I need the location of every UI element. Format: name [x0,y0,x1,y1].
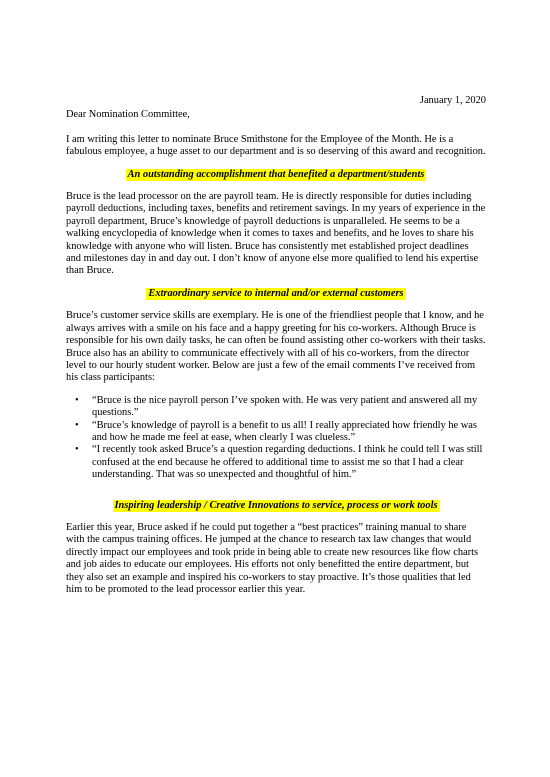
section-heading-leadership-wrap [66,500,486,512]
section-heading-leadership: Inspiring leadership / Creative Innovations to service, process or work tools [114,499,438,511]
intro-paragraph: I am writing this letter to nominate Bruce Smithstone for the Employee of the Month. He is a fabulous employee, a huge asset to our department and is so deserving of this award and recognition. [66,133,486,158]
comment-text: “Bruce is the nice payroll person I’ve spoken with. He was very patient and answered all my questions.” [92,394,478,419]
list-item [66,444,486,481]
bullet-icon: • [75,394,79,406]
comments-list [66,395,486,482]
bullet-icon: • [75,444,79,456]
list-item [66,420,486,445]
salutation: Dear Nomination Committee, [66,109,190,121]
letter-date: January 1, 2020 [419,95,486,106]
leadership-paragraph: Earlier this year, Bruce asked if he could put together a “best practices” training manual to share with the campus training offices. He jumped at the chance to research tax law changes that would directly impact our employees and took pride in being able to create new resources like flow charts and job aides to educate our employees. His efforts not only benefitted the entire department, but they also set an example and inspired his co-workers to stay proactive. It’s those qualities that led him to be promoted to the lead processor earlier this year. [66,521,479,595]
section-heading-accomplishment-wrap [66,169,486,181]
comment-text: “Bruce’s knowledge of payroll is a benefit to us all! I really appreciated how friendly he was and how he made me feel at ease, when clearly I was clueless.” [92,419,477,443]
section-heading-service-wrap [66,288,486,300]
accomplishment-paragraph: Bruce is the lead processor on the are payroll team. He is directly responsible for duties including payroll deductions, including taxes, benefits and retirement savings. In my years of experience in the payroll department, Bruce’s knowledge of payroll deductions is unparalleled. He seems to be a walking encyclopedia of knowledge when it comes to taxes and benefits, and he loves to share his knowledge with anyone who will listen. Bruce has consistently met established project deadlines and milestones day in and day out. I don’t know of anyone else more qualified to lend his expertise than Bruce. [66,191,486,277]
bullet-icon: • [75,419,79,431]
letter-page [66,95,486,596]
section-heading-accomplishment: An outstanding accomplishment that benefited a department/students [127,168,425,180]
section-heading-service: Extraordinary service to internal and/or external customers [148,287,404,299]
comment-text: “I recently took asked Bruce’s a question regarding deductions. I think he could tell I was still confused at the end because he offered to additional time to assist me so that I had a clear understanding. That was so unexpected and thoughtful of him.” [92,444,483,481]
service-paragraph: Bruce’s customer service skills are exemplary. He is one of the friendliest people that I know, and he always arrives with a smile on his face and a happy greeting for his co-workers. Although Bruce is responsible for his own daily tasks, he can often be found assisting other co-workers with their tasks. Bruce also has an ability to communicate effectively with all of his co-workers, from the director level to our hourly student worker. Below are just a few of the email comments I’ve received from his class participants: [66,310,486,384]
list-item [66,395,486,420]
